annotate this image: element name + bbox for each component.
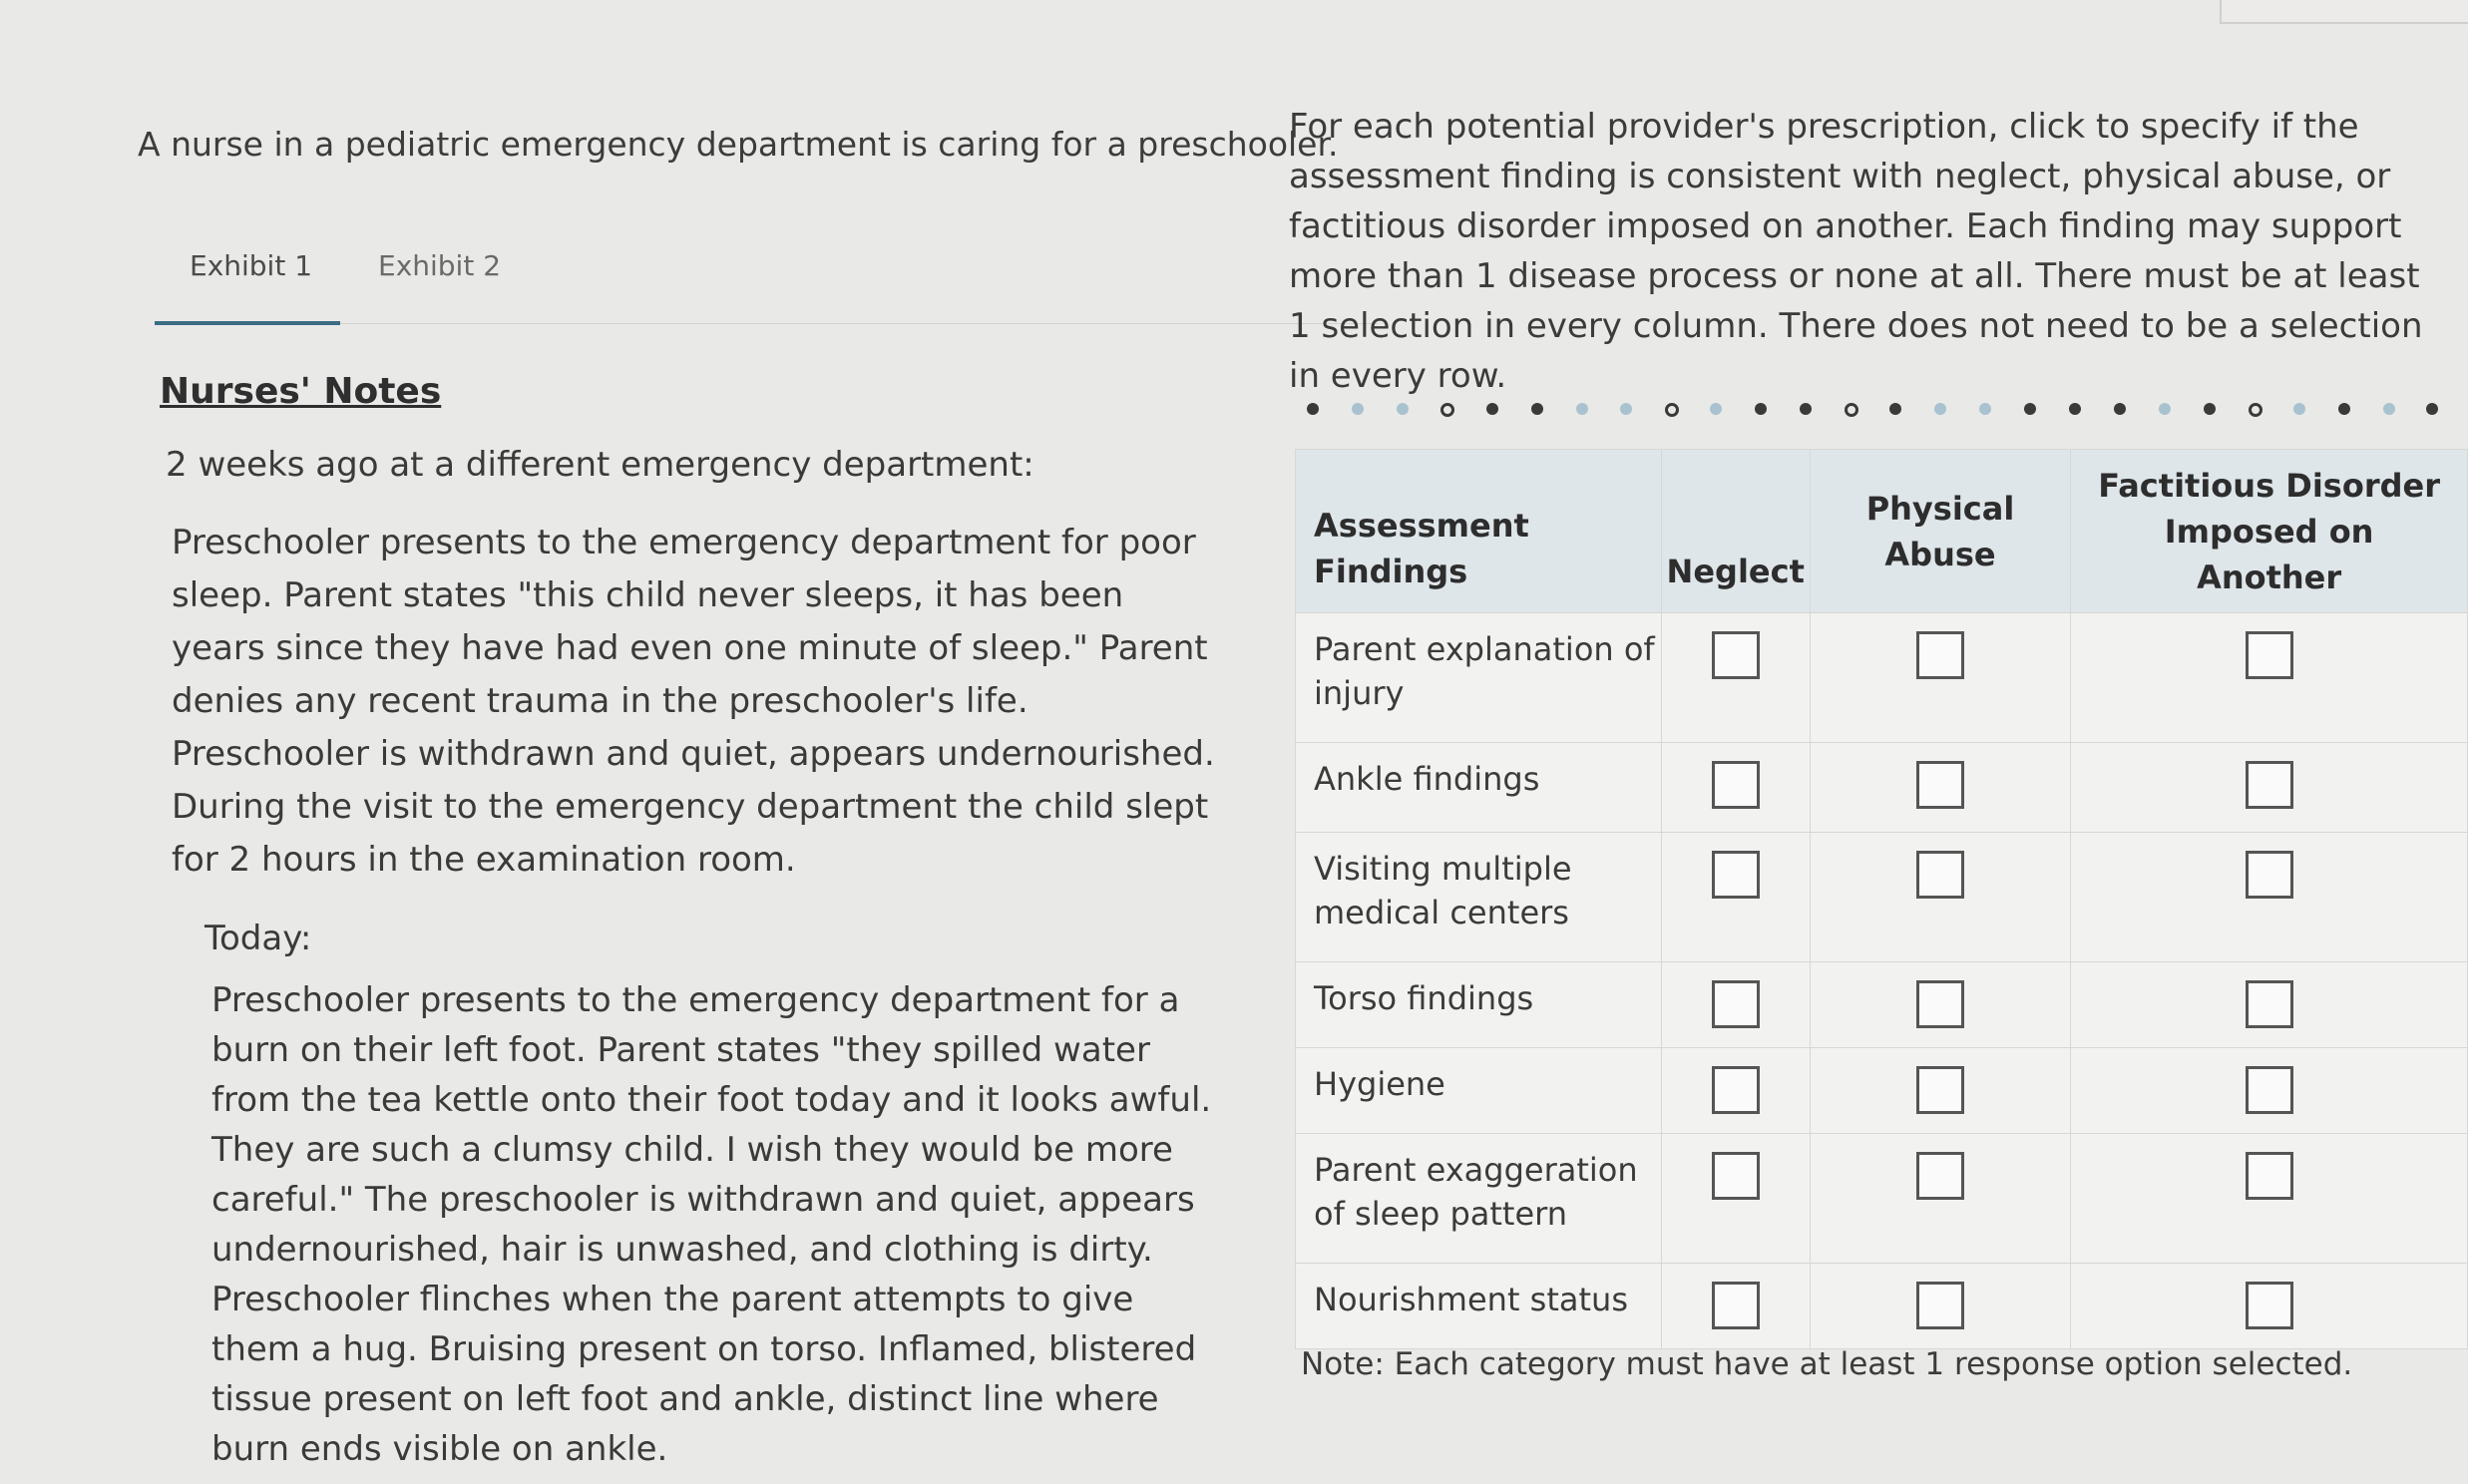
cell-factitious	[2071, 833, 2468, 962]
progress-dot	[1576, 403, 1588, 415]
progress-dot	[1307, 403, 1319, 415]
tab-exhibit-2[interactable]: Exhibit 2	[378, 249, 502, 282]
progress-dot	[1440, 403, 1454, 417]
tab-divider	[340, 323, 1378, 324]
progress-dot	[1979, 403, 1991, 415]
cell-physical-abuse	[1810, 1134, 2070, 1264]
cell-physical-abuse	[1810, 962, 2070, 1048]
cell-physical-abuse	[1810, 833, 2070, 962]
progress-dot	[2069, 403, 2081, 415]
table-row	[1296, 833, 2468, 962]
progress-dot	[1352, 403, 1364, 415]
case-intro: A nurse in a pediatric emergency department is caring for a preschooler.	[138, 125, 1339, 164]
checkbox-neglect[interactable]	[1712, 1152, 1760, 1200]
checkbox-factitious[interactable]	[2246, 1066, 2293, 1114]
notes-section2-heading: Today:	[205, 919, 312, 958]
checkbox-physical-abuse[interactable]	[1916, 1152, 1964, 1200]
progress-dot	[1800, 403, 1812, 415]
header-factitious-disorder: Factitious Disorder Imposed on Another	[2071, 450, 2468, 613]
checkbox-factitious[interactable]	[2246, 851, 2293, 899]
progress-dot	[1934, 403, 1946, 415]
checkbox-neglect[interactable]	[1712, 631, 1760, 679]
progress-dot	[2114, 403, 2126, 415]
notes-section2-body: Preschooler presents to the emergency department for a burn on their left foot. Parent states "they spilled water from the tea kettle onto their foot today and it looks awful. They are such a clumsy child. I wish they would be more careful." The preschooler is withdrawn and quiet, appears undernourished, hair is unwashed, and clothing is dirty. Preschooler flinches when the parent attempts to give them a hug. Bruising present on torso. Inflamed, blistered tissue present on left foot and ankle, distinct line where burn ends visible on ankle.	[211, 980, 1212, 1469]
checkbox-factitious[interactable]	[2246, 631, 2293, 679]
checkbox-factitious[interactable]	[2246, 1152, 2293, 1200]
progress-dot	[1710, 403, 1722, 415]
table-row	[1296, 1264, 2468, 1349]
checkbox-factitious[interactable]	[2246, 980, 2293, 1028]
cell-physical-abuse	[1810, 1048, 2070, 1134]
progress-dot	[2383, 403, 2395, 415]
header-assessment-findings: Assessment Findings	[1296, 450, 1662, 613]
cell-neglect	[1661, 743, 1810, 833]
cell-neglect	[1661, 1264, 1810, 1349]
cell-neglect	[1661, 613, 1810, 743]
cell-factitious	[2071, 962, 2468, 1048]
table-row	[1296, 962, 2468, 1048]
selection-note: Note: Each category must have at least 1 response option selected.	[1301, 1346, 2353, 1382]
progress-dot	[2426, 403, 2438, 415]
checkbox-physical-abuse[interactable]	[1916, 980, 1964, 1028]
finding-label: Hygiene	[1296, 1048, 1662, 1134]
finding-label: Torso findings	[1296, 962, 1662, 1048]
progress-dot	[1531, 403, 1543, 415]
table-row	[1296, 613, 2468, 743]
progress-dot	[2293, 403, 2305, 415]
table-row	[1296, 1048, 2468, 1134]
cell-factitious	[2071, 1048, 2468, 1134]
progress-dot	[1486, 403, 1498, 415]
nurses-notes-title: Nurses' Notes	[160, 371, 442, 412]
cell-neglect	[1661, 962, 1810, 1048]
progress-dot	[2249, 403, 2262, 417]
table-row	[1296, 743, 2468, 833]
progress-dot	[2159, 403, 2171, 415]
progress-dot	[2024, 403, 2036, 415]
finding-label: Parent exaggeration of sleep pattern	[1296, 1134, 1662, 1264]
cell-factitious	[2071, 613, 2468, 743]
assessment-matrix	[1295, 449, 2468, 1349]
matrix-header-row	[1296, 450, 2468, 613]
cell-physical-abuse	[1810, 743, 2070, 833]
cell-physical-abuse	[1810, 1264, 2070, 1349]
progress-dot	[1620, 403, 1632, 415]
checkbox-neglect[interactable]	[1712, 761, 1760, 809]
checkbox-neglect[interactable]	[1712, 980, 1760, 1028]
checkbox-physical-abuse[interactable]	[1916, 1282, 1964, 1329]
cell-factitious	[2071, 1264, 2468, 1349]
notes-section1-heading: 2 weeks ago at a different emergency department:	[166, 445, 1034, 485]
finding-label: Visiting multiple medical centers	[1296, 833, 1662, 962]
cell-neglect	[1661, 1048, 1810, 1134]
cell-neglect	[1661, 1134, 1810, 1264]
progress-dot	[1397, 403, 1409, 415]
progress-dot	[1755, 403, 1767, 415]
header-physical-abuse: Physical Abuse	[1810, 450, 2070, 613]
finding-label: Nourishment status	[1296, 1264, 1662, 1349]
checkbox-neglect[interactable]	[1712, 1066, 1760, 1114]
cell-physical-abuse	[1810, 613, 2070, 743]
progress-dot	[1845, 403, 1858, 417]
header-neglect: Neglect	[1661, 450, 1810, 613]
tab-exhibit-1[interactable]: Exhibit 1	[190, 249, 313, 282]
progress-dot	[2338, 403, 2350, 415]
checkbox-physical-abuse[interactable]	[1916, 631, 1964, 679]
exhibit-tabs	[155, 249, 1222, 329]
checkbox-factitious[interactable]	[2246, 1282, 2293, 1329]
checkbox-physical-abuse[interactable]	[1916, 851, 1964, 899]
table-row	[1296, 1134, 2468, 1264]
finding-label: Ankle findings	[1296, 743, 1662, 833]
checkbox-factitious[interactable]	[2246, 761, 2293, 809]
progress-dot	[1889, 403, 1901, 415]
progress-dot	[2204, 403, 2216, 415]
active-tab-indicator	[155, 321, 340, 325]
checkbox-physical-abuse[interactable]	[1916, 1066, 1964, 1114]
notes-section1-body: Preschooler presents to the emergency department for poor sleep. Parent states "this child never sleeps, it has been years since they have had even one minute of sleep." Parent denies any recent trauma in the preschooler's life. Preschooler is withdrawn and quiet, appears undernourished. During the visit to the emergency department the child slept for 2 hours in the examination room.	[172, 523, 1215, 880]
progress-dot	[1665, 403, 1679, 417]
cell-factitious	[2071, 743, 2468, 833]
top-right-panel-edge	[2220, 0, 2468, 24]
checkbox-neglect[interactable]	[1712, 1282, 1760, 1329]
finding-label: Parent explanation of injury	[1296, 613, 1662, 743]
cell-neglect	[1661, 833, 1810, 962]
progress-dots	[1307, 397, 2444, 427]
cell-factitious	[2071, 1134, 2468, 1264]
checkbox-physical-abuse[interactable]	[1916, 761, 1964, 809]
checkbox-neglect[interactable]	[1712, 851, 1760, 899]
question-instructions: For each potential provider's prescription, click to specify if the assessment finding is consistent with neglect, physical abuse, or factitious disorder imposed on another. Each finding may support more than 1 disease process or none at all. There must be at least 1 selection in every column. There does not need to be a selection in every row.	[1289, 107, 2423, 396]
